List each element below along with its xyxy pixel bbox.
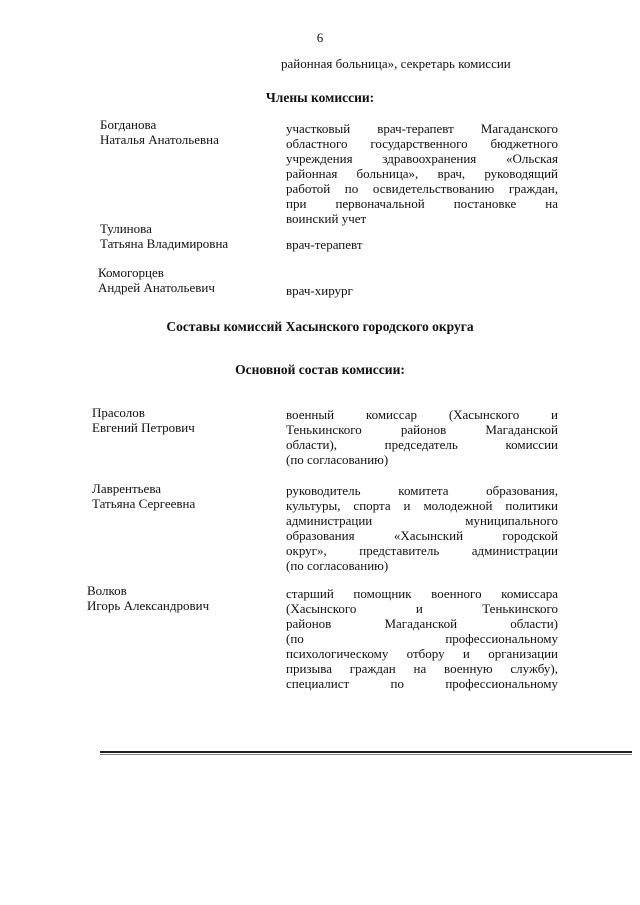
intro-line: районная больница», секретарь комиссии — [281, 56, 511, 71]
bottom-rule-shadow — [100, 754, 632, 755]
role-line: (по согласованию) — [286, 452, 389, 467]
main-composition-heading: Основной состав комиссии: — [235, 362, 405, 377]
page-number: 6 — [316, 30, 324, 45]
members-heading: Члены комиссии: — [265, 90, 375, 105]
role-line: психологическому отбору и организации — [286, 646, 558, 661]
member-given-names: Татьяна Владимировна — [100, 236, 229, 251]
role-line: областного государственного бюджетного — [286, 136, 558, 151]
main-member-volkov-role — [286, 586, 558, 691]
role-line: специалист по профессиональному — [286, 676, 558, 691]
member-surname: Тулинова — [100, 221, 152, 236]
member-surname: Прасолов — [92, 405, 145, 420]
role-line: администрации муниципального — [286, 513, 558, 528]
main-member-lavrentyeva-role — [286, 483, 558, 573]
role-line: работой по освидетельствованию граждан, — [286, 181, 558, 196]
role-line: округ», представитель администрации — [286, 543, 558, 558]
role-line: воинский учет — [286, 211, 367, 226]
section-heading: Составы комиссий Хасынского городского округа — [166, 319, 474, 334]
main-member-prasolov-role — [286, 407, 558, 467]
role-line: военный комиссар (Хасынского и — [286, 407, 558, 422]
role-line: призыва граждан на военную службу), — [286, 661, 558, 676]
main-member-volkov-name — [87, 583, 209, 613]
member-given-names: Татьяна Сергеевна — [92, 496, 196, 511]
role-line: (Хасынского и Тенькинского — [286, 601, 558, 616]
role-line: (по профессиональному — [286, 631, 558, 646]
role-line: образования «Хасынский городской — [286, 528, 558, 543]
member-bogdanova-role — [286, 121, 558, 226]
member-surname: Комогорцев — [98, 265, 164, 280]
role-line: участковый врач-терапевт Магаданского — [286, 121, 558, 136]
member-given-names: Наталья Анатольевна — [100, 132, 219, 147]
member-komogortsev-name — [98, 265, 215, 295]
role-line: культуры, спорта и молодежной политики — [286, 498, 558, 513]
member-tulinova-role: врач-терапевт — [286, 237, 363, 252]
member-bogdanova-name — [100, 117, 219, 147]
role-line: районная больница», врач, руководящий — [286, 166, 558, 181]
role-line: учреждения здравоохранения «Ольская — [286, 151, 558, 166]
member-tulinova-name — [100, 221, 228, 251]
member-surname: Лаврентьева — [92, 481, 162, 496]
member-given-names: Евгений Петрович — [92, 420, 195, 435]
role-line: при первоначальной постановке на — [286, 196, 558, 211]
role-line: Тенькинского районов Магаданской — [286, 422, 558, 437]
member-surname: Волков — [87, 583, 127, 598]
main-member-prasolov-name — [92, 405, 195, 435]
main-member-lavrentyeva-name — [92, 481, 195, 511]
role-line: (по согласованию) — [286, 558, 389, 573]
bottom-rule — [100, 751, 632, 753]
role-line: руководитель комитета образования, — [286, 483, 558, 498]
member-komogortsev-role: врач-хирург — [286, 283, 353, 298]
member-given-names: Игорь Александрович — [87, 598, 210, 613]
role-line: старший помощник военного комиссара — [286, 586, 558, 601]
member-surname: Богданова — [100, 117, 157, 132]
role-line: районов Магаданской области) — [286, 616, 558, 631]
member-given-names: Андрей Анатольевич — [98, 280, 215, 295]
role-line: области), председатель комиссии — [286, 437, 558, 452]
